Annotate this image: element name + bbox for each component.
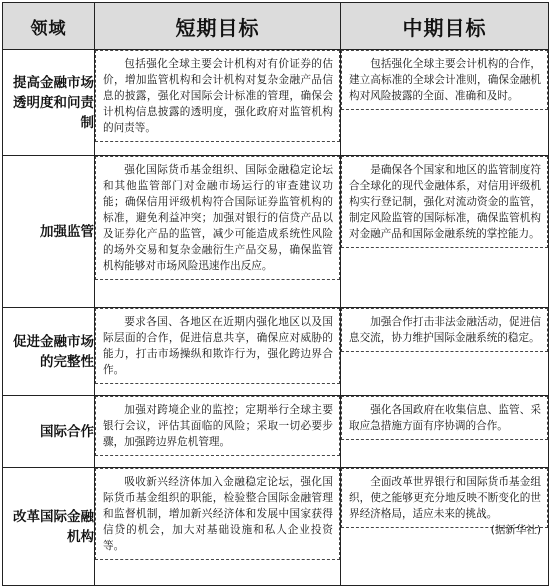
mid-term-text: 全面改革世界银行和国际货币基金组织，使之能够更充分地反映不断变化的世界经济格局，适应未来的挑战。 <box>349 476 541 520</box>
row-field: 提高金融市场透明度和问责制 <box>3 50 95 156</box>
short-term-text: 要求各国、各地区在近期内强化地区以及国际层面的合作，促进信息共享，确保应对威胁的能力，打击市场操纵和欺诈行为，强化跨边界合作。 <box>95 308 340 384</box>
short-term-text: 加强对跨境企业的监控；定期举行全球主要银行会议，评估其面临的风险；采取一切必要步骤，加强跨边界危机管理。 <box>95 396 340 456</box>
row-field: 改革国际金融机构 <box>3 468 95 586</box>
header-row <box>3 3 549 50</box>
table-row <box>3 308 549 396</box>
row-field: 加强监管 <box>3 156 95 308</box>
short-term-text: 强化国际货币基金组织、国际金融稳定论坛和其他监管部门对金融市场运行的审查建议功能；确保信用评级机构符合国际证券监管机构的标准，避免利益冲突；加强对银行的信贷产品以及证券化产品的监管，减少可能造成系统性风险的场外交易和复杂金融衍生产品交易，确保监管机构能够对市场风险迅速作出反应。 <box>95 156 340 280</box>
table-row <box>3 156 549 308</box>
mid-term-text: 是确保各个国家和地区的监管制度符合全球化的现代金融体系，对信用评级机构实行登记制，强化对流动资金的监管，制定风险监管的国际标准，确保监管机构对金融产品和国际金融系统的掌控能力。 <box>341 156 548 248</box>
short-term-text: 吸收新兴经济体加入金融稳定论坛，强化国际货币基金组织的职能，检验整合国际金融管理和监督机制，增加新兴经济体和发展中国家获得信贷的机会，加大对基础设施和私人企业投资等。 <box>95 468 340 560</box>
goals-table <box>2 2 549 586</box>
row-field: 促进金融市场的完整性 <box>3 308 95 396</box>
mid-term-text: 加强合作打击非法金融活动，促进信息交流，协力维护国际金融系统的稳定。 <box>341 308 548 352</box>
table-row <box>3 50 549 156</box>
header-field: 领域 <box>3 3 95 50</box>
mid-term-text: 包括强化全球主要会计机构的合作，建立高标准的全球会计准则，确保金融机构对风险披露的全面、准确和及时。 <box>341 50 548 110</box>
header-short-term: 短期目标 <box>95 3 341 50</box>
source-credit: (据新华社) <box>490 524 541 536</box>
table-row <box>3 396 549 468</box>
header-mid-term: 中期目标 <box>341 3 549 50</box>
mid-term-box <box>341 468 548 536</box>
short-term-text: 包括强化全球主要会计机构对有价证券的估价，增加监管机构和会计机构对复杂金融产品信息的披露，强化对国际会计标准的管理，确保会计机构信息披露的透明度，强化政府对监管机构的问责等。 <box>95 50 340 142</box>
table-row <box>3 468 549 586</box>
mid-term-text: 强化各国政府在收集信息、监管、采取应急措施方面有序协调的合作。 <box>341 396 548 440</box>
row-field: 国际合作 <box>3 396 95 468</box>
